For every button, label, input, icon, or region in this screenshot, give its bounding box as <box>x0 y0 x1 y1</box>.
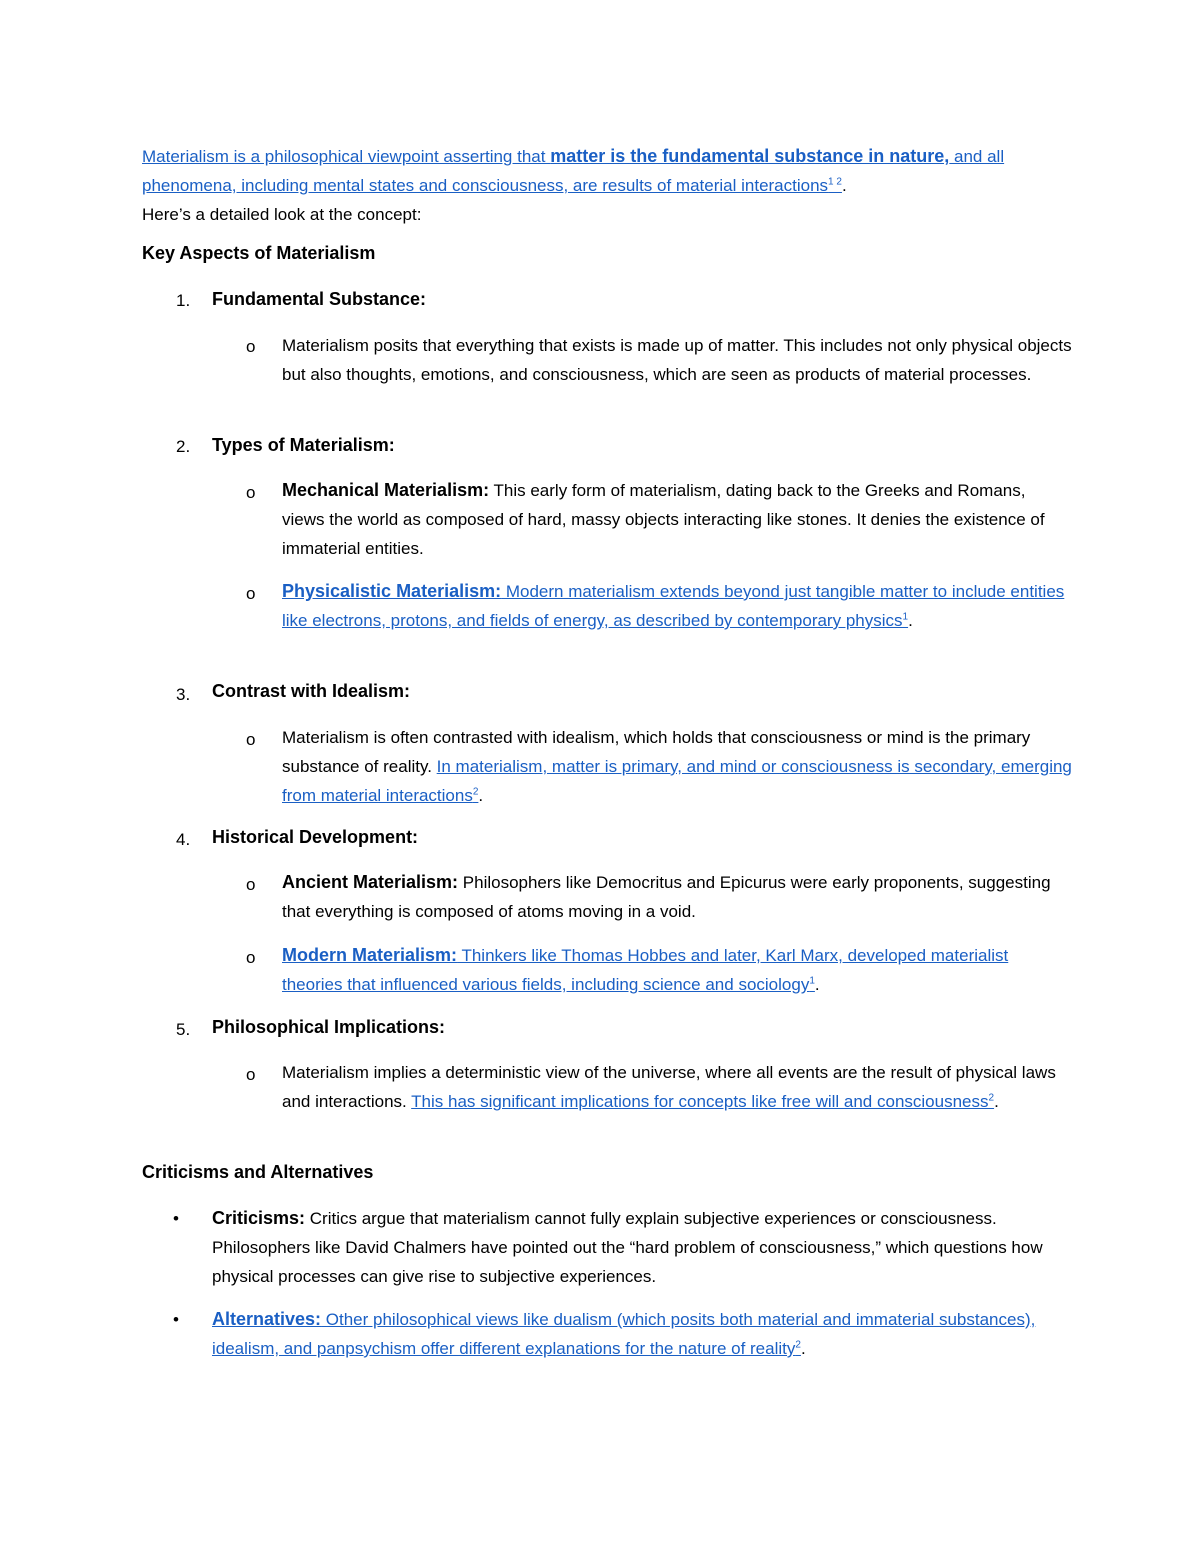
implications-link[interactable] <box>411 1092 994 1111</box>
list-number-1: 1. <box>176 291 191 310</box>
item-title-types: Types of Materialism: <box>212 435 395 455</box>
sub-bullet-marker: o <box>246 483 256 502</box>
sub-item-end: . <box>908 611 913 630</box>
bullet-label: Alternatives: <box>212 1309 322 1329</box>
sub-item-label: Physicalistic Materialism: <box>282 581 502 601</box>
sub-item-end: . <box>994 1092 999 1111</box>
bullet-item-alternatives <box>212 1305 1072 1363</box>
bullet-item-criticisms <box>212 1204 1072 1291</box>
intro-line2: Here’s a detailed look at the concept: <box>142 205 422 224</box>
sub-bullet-marker: o <box>246 337 256 356</box>
sub-item-text: Materialism posits that everything that exists is made up of matter. This includes not only physical objects but also thoughts, emotions, and consciousness, which are seen as products of material processes. <box>282 336 1072 384</box>
sub-bullet-marker: o <box>246 730 256 749</box>
citation: 1 <box>902 611 909 623</box>
physicalistic-link[interactable] <box>282 582 1064 630</box>
sub-item-text: Materialism implies a deterministic view of the universe, where all events are the result of physical laws and interactions. <box>282 1063 1056 1111</box>
section-heading-criticisms: Criticisms and Alternatives <box>142 1162 374 1182</box>
list-number-4: 4. <box>176 830 191 849</box>
bullet-marker: • <box>173 1310 179 1329</box>
sub-item-modern <box>282 941 1072 999</box>
intro-link[interactable] <box>142 147 1004 195</box>
bullet-label: Criticisms: <box>212 1208 306 1228</box>
sub-item-label: Ancient Materialism: <box>282 872 459 892</box>
sub-bullet-marker: o <box>246 584 256 603</box>
sub-bullet-marker: o <box>246 1065 256 1084</box>
list-number-5: 5. <box>176 1020 191 1039</box>
item-title-fundamental-substance: Fundamental Substance: <box>212 289 427 309</box>
sub-bullet-marker: o <box>246 948 256 967</box>
bullet-text: Other philosophical views like dualism (which posits both material and immaterial substances), idealism, and panpsychism offer different explanations for the nature of reality <box>212 1310 1036 1358</box>
sub-item-link-text: This has significant implications for concepts like free will and consciousness <box>411 1092 989 1111</box>
sub-bullet-marker: o <box>246 875 256 894</box>
list-number-3: 3. <box>176 685 191 704</box>
sub-item-end: . <box>478 786 484 805</box>
intro-link-text-c: and all phenomena, including mental states and consciousness, are results of material interactions <box>142 147 1005 195</box>
item-title-contrast: Contrast with Idealism: <box>212 681 411 701</box>
sub-item-text: Thinkers like Thomas Hobbes and later, Karl Marx, developed materialist theories that influenced various fields, including science and sociology <box>282 946 1009 994</box>
sub-item-link-text: In materialism, matter is primary, and mind or consciousness is secondary, emerging from material interactions <box>282 757 1072 805</box>
intro-link-text-a: Materialism is a philosophical viewpoint asserting that <box>142 147 551 166</box>
sub-item-mechanical <box>282 476 1072 563</box>
sub-item-contrast <box>282 723 1072 810</box>
sub-item-ancient <box>282 868 1072 926</box>
intro-citation: 1 2 <box>828 176 842 188</box>
sub-item-text: Materialism is often contrasted with idealism, which holds that consciousness or mind is the primary substance of reality. <box>282 728 1031 776</box>
sub-item-text: Modern materialism extends beyond just tangible matter to include entities like electrons, protons, and fields of energy, as described by contemporary physics <box>282 582 1065 630</box>
section-heading-key-aspects: Key Aspects of Materialism <box>142 243 376 263</box>
citation: 2 <box>988 1092 995 1104</box>
sub-item-implications <box>282 1058 1072 1116</box>
alternatives-link[interactable] <box>212 1310 1035 1358</box>
intro-end: . <box>841 176 847 195</box>
sub-item-label: Mechanical Materialism: <box>282 480 490 500</box>
sub-item-text: Philosophers like Democritus and Epicurus were early proponents, suggesting that everything is composed of atoms moving in a void. <box>282 873 1051 921</box>
sub-item-fundamental-text <box>282 331 1072 389</box>
item-title-historical: Historical Development: <box>212 827 419 847</box>
sub-item-label: Modern Materialism: <box>282 945 458 965</box>
sub-item-end: . <box>814 975 820 994</box>
list-number-2: 2. <box>176 437 191 456</box>
sub-item-text: This early form of materialism, dating back to the Greeks and Romans, views the world as composed of hard, massy objects interacting like stones. It denies the existence of immaterial entities. <box>282 481 1045 558</box>
bullet-marker: • <box>173 1209 179 1228</box>
intro-link-text-bold: matter is the fundamental substance in nature, <box>550 146 950 166</box>
citation: 1 <box>809 975 815 987</box>
citation: 2 <box>795 1339 801 1351</box>
bullet-end: . <box>800 1339 806 1358</box>
citation: 2 <box>472 786 479 798</box>
modern-link[interactable] <box>282 946 1008 994</box>
bullet-text: Critics argue that materialism cannot fully explain subjective experiences or consciousness. Philosophers like David Chalmers have pointed out the “hard problem of consciousness,” which questions how physical processes can give rise to subjective experiences. <box>212 1209 1043 1286</box>
item-title-implications: Philosophical Implications: <box>212 1017 446 1037</box>
sub-item-physicalistic <box>282 577 1072 635</box>
intro-paragraph <box>142 142 1062 229</box>
